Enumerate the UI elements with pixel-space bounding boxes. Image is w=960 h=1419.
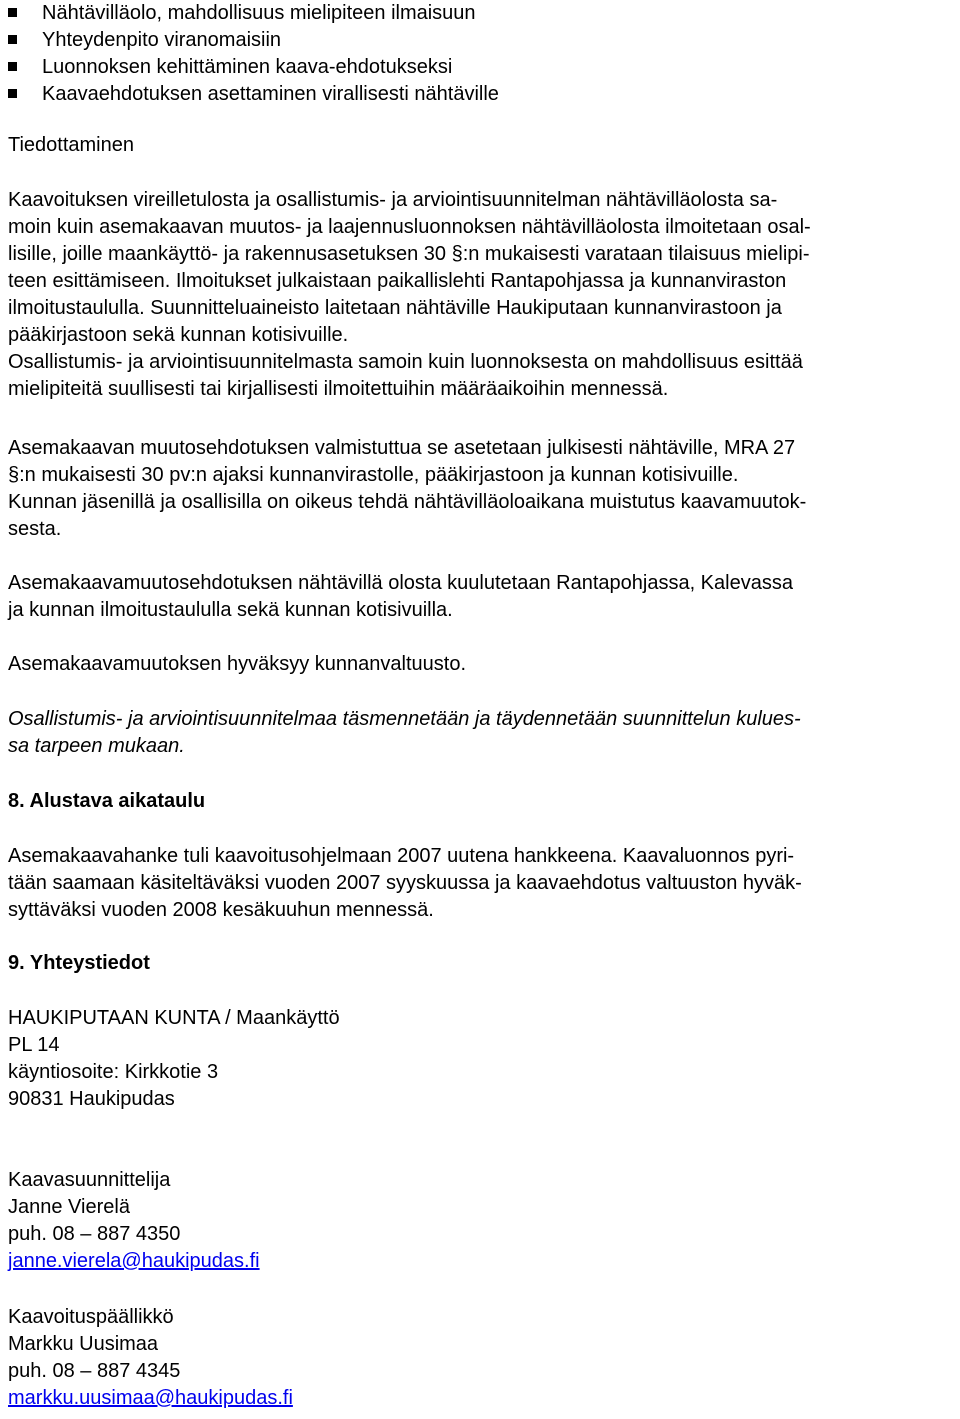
text-line: Kunnan jäsenillä ja osallisilla on oikeus tehdä nähtävilläoloaikana muistutus kaavamuutok- bbox=[8, 491, 807, 513]
text-line: Osallistumis- ja arviointisuunnitelmaa täsmennetään ja täydennetään suunnittelun kulues- bbox=[8, 708, 801, 730]
paragraph-tiedottaminen-5-italic bbox=[8, 706, 956, 760]
list-item-text: Nähtävilläolo, mahdollisuus mielipiteen ilmaisuun bbox=[42, 2, 476, 24]
contact-name: Janne Vierelä bbox=[8, 1196, 130, 1218]
section-heading-aikataulu: 8. Alustava aikataulu bbox=[8, 790, 206, 812]
contact-email-link[interactable]: markku.uusimaa@haukipudas.fi bbox=[8, 1387, 293, 1409]
text-line: teen esittämiseen. Ilmoitukset julkaistaan paikallislehti Rantapohjassa ja kunnanviraston bbox=[8, 270, 787, 292]
paragraph-aikataulu bbox=[8, 843, 956, 924]
paragraph-tiedottaminen-4 bbox=[8, 651, 956, 678]
text-line: Asemakaavamuutoksen hyväksyy kunnanvaltuusto. bbox=[8, 653, 467, 675]
list-item-text: Luonnoksen kehittäminen kaava-ehdotukseksi bbox=[42, 56, 453, 78]
contact-phone: puh. 08 – 887 4350 bbox=[8, 1223, 181, 1245]
contact-block-kaavoituspaallikko bbox=[8, 1304, 956, 1412]
text-line: Kaavoituksen vireilletulosta ja osallistumis- ja arviointisuunnitelman nähtävilläolosta sa- bbox=[8, 189, 778, 211]
paragraph-tiedottaminen-1 bbox=[8, 187, 956, 403]
text-line: lisille, joille maankäyttö- ja rakennusasetuksen 30 §:n mukaisesti varataan tilaisuus mielipi- bbox=[8, 243, 810, 265]
po-box: PL 14 bbox=[8, 1034, 60, 1056]
contact-email-link[interactable]: janne.vierela@haukipudas.fi bbox=[8, 1250, 260, 1272]
address-block bbox=[8, 1005, 956, 1113]
text-line: ilmoitustaululla. Suunnitteluaineisto laitetaan nähtäville Haukiputaan kunnanvirastoon ja bbox=[8, 297, 782, 319]
section-heading-tiedottaminen: Tiedottaminen bbox=[8, 134, 134, 156]
square-bullet-icon bbox=[8, 35, 17, 44]
list-item-text: Yhteydenpito viranomaisiin bbox=[42, 29, 282, 51]
text-line: moin kuin asemakaavan muutos- ja laajennusluonnoksen nähtävilläolosta ilmoitetaan osal- bbox=[8, 216, 811, 238]
text-line: Asemakaavan muutosehdotuksen valmistuttua se asetetaan julkisesti nähtäville, MRA 27 bbox=[8, 437, 796, 459]
process-bullet-list bbox=[8, 0, 499, 108]
text-line: Asemakaavahanke tuli kaavoitusohjelmaan 2007 uutena hankkeena. Kaavaluonnos pyri- bbox=[8, 845, 795, 867]
text-line: §:n mukaisesti 30 pv:n ajaksi kunnanvirastolle, pääkirjastoon ja kunnan kotisivuille. bbox=[8, 464, 739, 486]
text-line: sesta. bbox=[8, 518, 62, 540]
section-heading-yhteystiedot: 9. Yhteystiedot bbox=[8, 952, 150, 974]
text-line: pääkirjastoon sekä kunnan kotisivuille. bbox=[8, 324, 349, 346]
square-bullet-icon bbox=[8, 8, 17, 17]
contact-title: Kaavoituspäällikkö bbox=[8, 1306, 174, 1328]
contact-title: Kaavasuunnittelija bbox=[8, 1169, 171, 1191]
paragraph-tiedottaminen-2 bbox=[8, 435, 956, 543]
contact-phone: puh. 08 – 887 4345 bbox=[8, 1360, 181, 1382]
text-line: syttäväksi vuoden 2008 kesäkuuhun mennessä. bbox=[8, 899, 434, 921]
text-line: mielipiteitä suullisesti tai kirjallisesti ilmoitettuihin määräaikoihin mennessä. bbox=[8, 378, 669, 400]
organization-name: HAUKIPUTAAN KUNTA / Maankäyttö bbox=[8, 1007, 340, 1029]
list-item-text: Kaavaehdotuksen asettaminen virallisesti nähtäville bbox=[42, 83, 499, 105]
text-line: sa tarpeen mukaan. bbox=[8, 735, 185, 757]
list-item bbox=[8, 27, 499, 54]
contact-name: Markku Uusimaa bbox=[8, 1333, 159, 1355]
square-bullet-icon bbox=[8, 62, 17, 71]
text-line: tään saamaan käsiteltäväksi vuoden 2007 syyskuussa ja kaavaehdotus valtuuston hyväk- bbox=[8, 872, 802, 894]
text-line: ja kunnan ilmoitustaululla sekä kunnan kotisivuilla. bbox=[8, 599, 453, 621]
contact-block-kaavasuunnittelija bbox=[8, 1167, 956, 1275]
list-item bbox=[8, 54, 499, 81]
visiting-address: käyntiosoite: Kirkkotie 3 bbox=[8, 1061, 219, 1083]
list-item bbox=[8, 0, 499, 27]
square-bullet-icon bbox=[8, 89, 17, 98]
text-line: Osallistumis- ja arviointisuunnitelmasta samoin kuin luonnoksesta on mahdollisuus esittää bbox=[8, 351, 803, 373]
list-item bbox=[8, 81, 499, 108]
paragraph-tiedottaminen-3 bbox=[8, 570, 956, 624]
postal-address: 90831 Haukipudas bbox=[8, 1088, 175, 1110]
text-line: Asemakaavamuutosehdotuksen nähtävillä olosta kuulutetaan Rantapohjassa, Kalevassa bbox=[8, 572, 793, 594]
